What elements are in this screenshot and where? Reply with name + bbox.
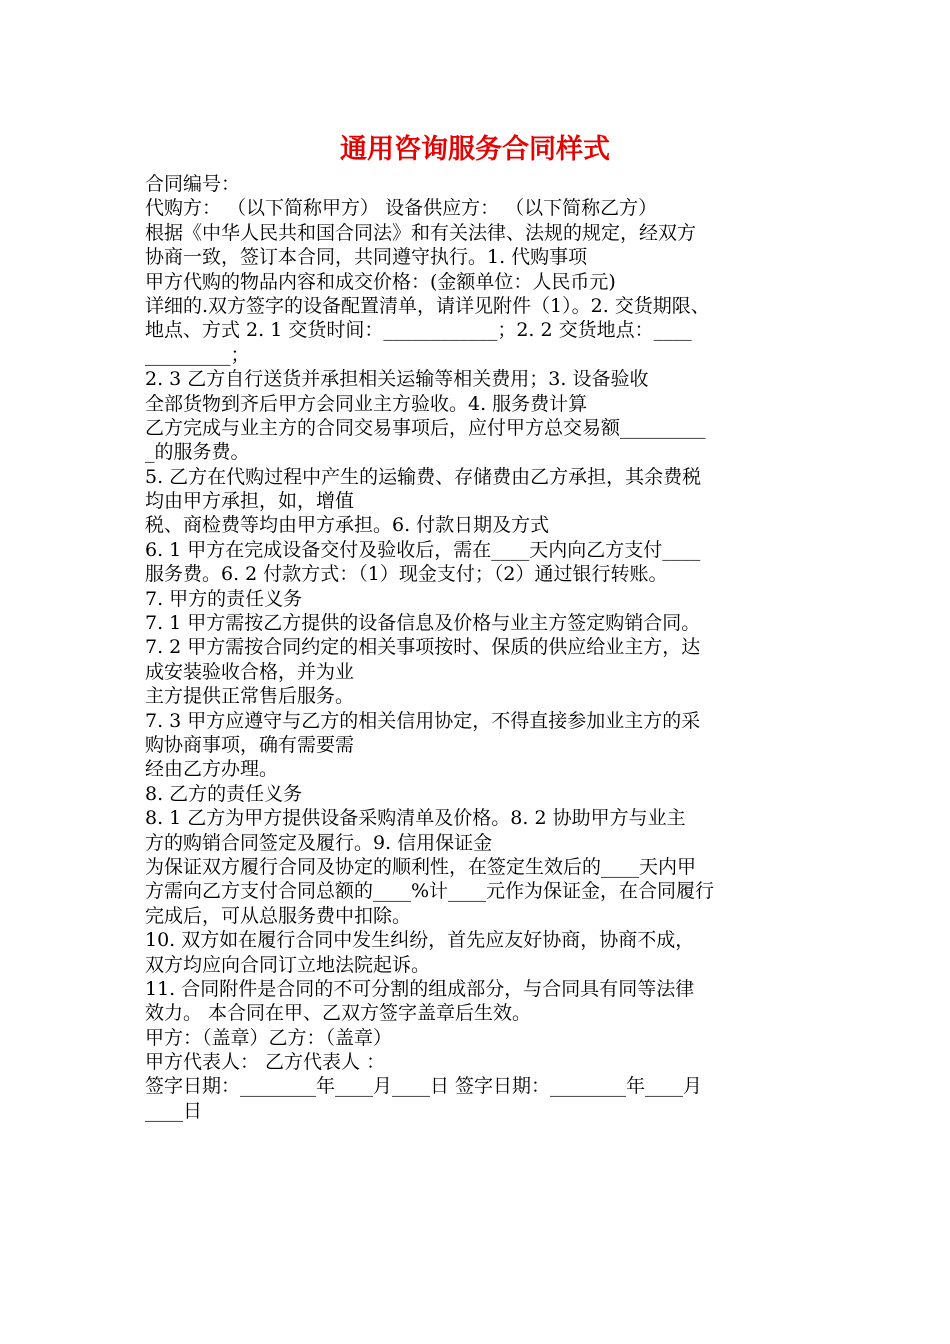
- contract-body: [145, 172, 825, 1123]
- contract-line: 甲方：（盖章）乙方：（盖章）: [145, 1026, 393, 1049]
- contract-line: 甲方代购的物品内容和成交价格：(金额单位：人民币元): [145, 270, 616, 293]
- contract-line: 5. 乙方在代购过程中产生的运输费、存储费由乙方承担，其余费税: [145, 465, 702, 488]
- contract-line: 详细的.双方签字的设备配置清单，请详见附件（1）。2. 交货期限、: [145, 294, 710, 317]
- contract-line: 协商一致，签订本合同，共同遵守执行。1. 代购事项: [145, 246, 588, 269]
- contract-line: 合同编号：: [145, 173, 241, 195]
- contract-line: 全部货物到齐后甲方会同业主方验收。4. 服务费计算: [145, 392, 588, 415]
- contract-line: 乙方完成与业主方的合同交易事项后，应付甲方总交易额_________: [145, 416, 706, 439]
- contract-line: 主方提供正常售后服务。: [145, 685, 355, 708]
- contract-line: 10. 双方如在履行合同中发生纠纷，首先应友好协商，协商不成，: [145, 929, 695, 952]
- contract-line: 6. 1 甲方在完成设备交付及验收后，需在____天内向乙方支付____: [145, 538, 701, 561]
- contract-line: ____日: [145, 1099, 203, 1122]
- contract-line: 完成后，可从总服务费中扣除。: [145, 904, 412, 927]
- contract-line: 8. 乙方的责任义务: [145, 782, 303, 805]
- contract-line: 方的购销合同签定及履行。9. 信用保证金: [145, 831, 493, 854]
- contract-line: 购协商事项，确有需要需: [145, 733, 355, 756]
- contract-line: 均由甲方承担，如，增值: [145, 490, 355, 513]
- contract-line: 双方均应向合同订立地法院起诉。: [145, 953, 431, 976]
- contract-line: 税、商检费等均由甲方承担。6. 付款日期及方式: [145, 514, 550, 537]
- contract-line: 经由乙方办理。: [145, 758, 279, 781]
- contract-line: 成安装验收合格，并为业: [145, 660, 355, 683]
- contract-line: 甲方代表人： 乙方代表人 ：: [145, 1051, 386, 1074]
- contract-line: 根据《中华人民共和国合同法》和有关法律、法规的规定，经双方: [145, 221, 697, 244]
- contract-line: 7. 2 甲方需按合同约定的相关事项按时、保质的供应给业主方，达: [145, 636, 701, 659]
- contract-line: 11. 合同附件是合同的不可分割的组成部分，与合同具有同等法律: [145, 977, 695, 1000]
- contract-line: 签字日期：________年____月____日 签字日期：________年____月: [145, 1075, 703, 1098]
- contract-line: 8. 1 乙方为甲方提供设备采购清单及价格。8. 2 协助甲方与业主: [145, 807, 686, 830]
- contract-line: 7. 3 甲方应遵守与乙方的相关信用协定，不得直接参加业主方的采: [145, 709, 701, 732]
- contract-line: 7. 甲方的责任义务: [145, 587, 303, 610]
- contract-line: _的服务费。: [145, 441, 250, 464]
- contract-line: 2. 3 乙方自行送货并承担相关运输等相关费用；3. 设备验收: [145, 368, 649, 391]
- contract-line: 方需向乙方支付合同总额的____%计____元作为保证金，在合同履行: [145, 880, 715, 903]
- contract-line: 效力。 本合同在甲、乙双方签字盖章后生效。: [145, 1002, 532, 1025]
- document-title: 通用咨询服务合同样式: [340, 134, 610, 165]
- contract-line: 为保证双方履行合同及协定的顺利性，在签定生效后的____天内甲: [145, 855, 697, 878]
- contract-line: 地点、方式 2. 1 交货时间：____________；2. 2 交货地点：____: [145, 319, 692, 342]
- contract-line: 服务费。6. 2 付款方式：（1）现金支付；（2）通过银行转账。: [145, 563, 668, 586]
- contract-line: 7. 1 甲方需按乙方提供的设备信息及价格与业主方签定购销合同。: [145, 612, 701, 635]
- contract-line: _________；: [145, 343, 250, 366]
- contract-line: 代购方： （以下简称甲方） 设备供应方： （以下简称乙方）: [145, 197, 658, 220]
